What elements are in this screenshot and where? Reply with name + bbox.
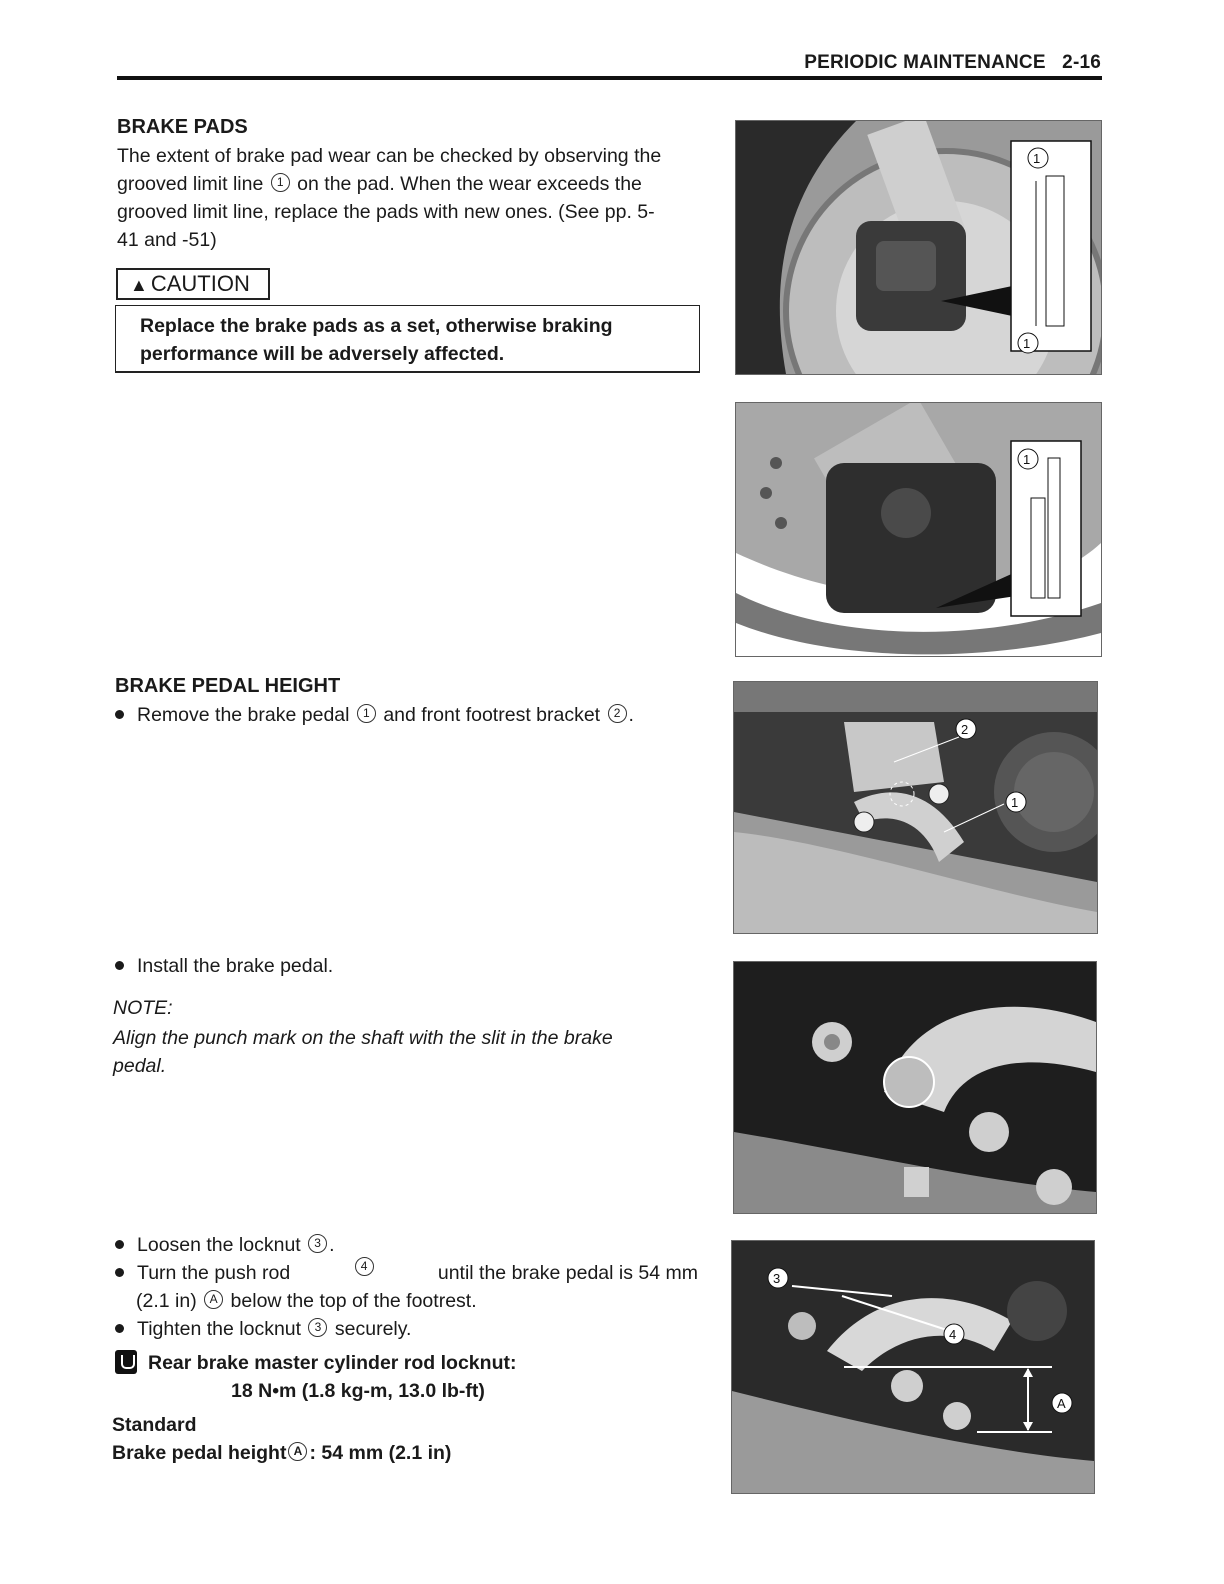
callout-1: 1 [357, 704, 376, 723]
step-remove-pedal: Remove the brake pedal 1 and front footrest bracket 2 . [115, 701, 634, 729]
step-install-pedal: Install the brake pedal. [115, 952, 333, 980]
brake-pads-line-1: The extent of brake pad wear can be checked by observing the [117, 145, 662, 167]
brake-pedal-height-title: BRAKE PEDAL HEIGHT [115, 675, 341, 697]
bullet [115, 1324, 124, 1333]
header-page-number: 2-16 [1062, 52, 1101, 73]
header-section: PERIODIC MAINTENANCE [804, 52, 1046, 73]
svg-text:1: 1 [1023, 452, 1031, 467]
brake-pads-title: BRAKE PADS [117, 116, 248, 138]
brake-pads-line-2: grooved limit line 1 on the pad. When the wear exceeds the [117, 173, 642, 195]
svg-text:A: A [1057, 1396, 1066, 1411]
header-rule [117, 76, 1102, 80]
standard-label: Standard [112, 1414, 197, 1436]
svg-text:3: 3 [773, 1271, 781, 1286]
note-line-1: Align the punch mark on the shaft with the slit in the brake [113, 1027, 613, 1049]
step-loosen-locknut: Loosen the locknut 3 . [115, 1231, 335, 1259]
note-label: NOTE: [113, 997, 173, 1019]
photo-pedal-height-measurement [731, 1240, 1095, 1494]
callout-2: 2 [608, 704, 627, 723]
brake-pads-line-3: grooved limit line, replace the pads with new ones. (See pp. 5- [117, 201, 655, 223]
svg-text:4: 4 [949, 1327, 957, 1342]
note-text [113, 1024, 698, 1080]
photo-brake-pedal-punch-mark [733, 961, 1097, 1214]
step-tighten-locknut: Tighten the locknut 3 securely. [115, 1315, 411, 1343]
callout-4: 4 [355, 1257, 374, 1276]
callout-3: 3 [308, 1234, 327, 1253]
brake-pads-paragraph [117, 142, 701, 254]
torque-value: 18 N•m (1.8 kg-m, 13.0 lb-ft) [231, 1380, 485, 1402]
warning-triangle-icon: ▲ [130, 275, 148, 295]
caution-line-1: Replace the brake pads as a set, otherwise braking [140, 315, 613, 337]
photo-rear-brake-caliper [735, 402, 1102, 657]
page-header [804, 52, 1101, 74]
bullet [115, 961, 124, 970]
svg-text:1: 1 [1033, 151, 1041, 166]
callout-1: 1 [271, 173, 290, 192]
svg-text:2: 2 [961, 722, 969, 737]
caution-text [140, 312, 676, 368]
torque-wrench-icon [115, 1350, 137, 1374]
brake-pads-line-4: 41 and -51) [117, 229, 217, 251]
photo-footrest-bracket [733, 681, 1098, 934]
caution-label: CAUTION [150, 271, 250, 296]
torque-label: Rear brake master cylinder rod locknut: [148, 1352, 517, 1374]
caution-line-2: performance will be adversely affected. [140, 343, 505, 365]
svg-text:1: 1 [1023, 336, 1031, 351]
bullet [115, 1240, 124, 1249]
bullet [115, 1268, 124, 1277]
note-line-2: pedal. [113, 1055, 167, 1077]
svg-text:1: 1 [1011, 795, 1019, 810]
callout-3: 3 [308, 1318, 327, 1337]
step-turn-push-rod-cont: (2.1 in) A below the top of the footrest. [136, 1290, 477, 1312]
callout-a: A [288, 1442, 307, 1461]
photo-front-brake-caliper [735, 120, 1102, 375]
standard-value: Brake pedal height A : 54 mm (2.1 in) [112, 1442, 452, 1464]
caution-tag [116, 268, 270, 300]
callout-a: A [204, 1290, 223, 1309]
bullet [115, 710, 124, 719]
step-turn-push-rod: Turn the push rod 4 until the brake pedal is 54 mm [115, 1259, 698, 1287]
